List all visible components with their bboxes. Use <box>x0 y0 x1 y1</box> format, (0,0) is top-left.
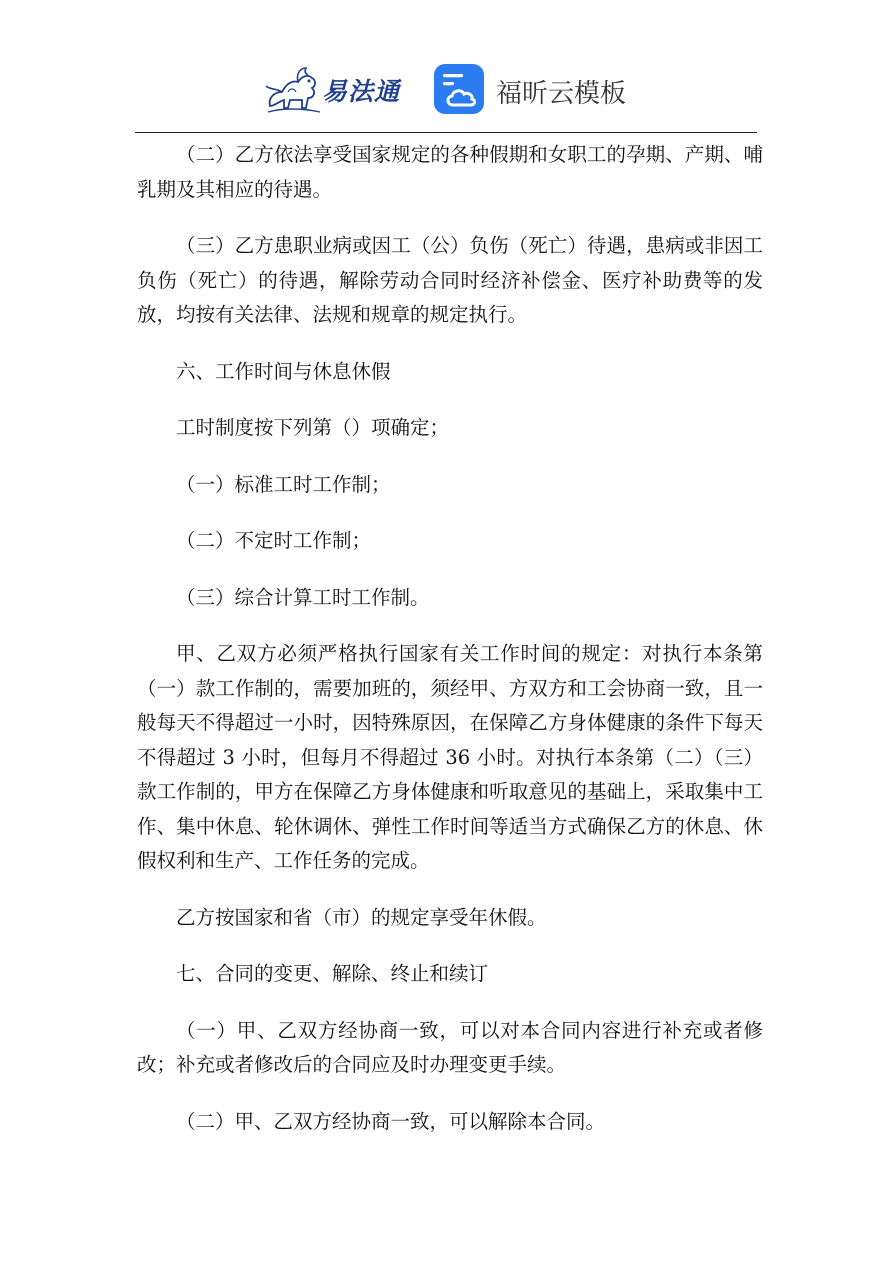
qilin-mascot-icon <box>262 62 324 118</box>
cloud-document-icon <box>434 64 484 114</box>
list-item: （二）不定时工作制； <box>176 529 372 552</box>
list-item: （一）标准工时工作制； <box>176 472 391 496</box>
paragraph: （三）乙方患职业病或因工（公）负伤（死亡）待遇，患病或非因工负伤（死亡）的待遇，解除劳动合同时经济补偿金、医疗补助费等的发放，均按有关法律、法规和规章的规定执行。 <box>137 234 763 326</box>
paragraph: 工时制度按下列第（）项确定； <box>176 416 450 439</box>
yifatong-logo <box>262 62 412 118</box>
list-item: （三）综合计算工时工作制。 <box>176 585 430 609</box>
header-divider <box>135 132 757 133</box>
paragraph: （一）甲、乙双方经协商一致，可以对本合同内容进行补充或者修改；补充或者修改后的合同应及时办理变更手续。 <box>137 1018 763 1076</box>
paragraph: 甲、乙双方必须严格执行国家有关工作时间的规定：对执行本条第（一）款工作制的，需要加班的，须经甲、方双方和工会协商一致，且一般每天不得超过一小时，因特殊原因，在保障乙方身体健康的条件下每天不得超过 3 小时，但每月不得超过 36 小时。对执行本条第（二）（三）款工作制的，甲方在保障乙方身体健康和听取意见的基础上，采取集中工作、集中休息、轮休调休、弹性工作时间等适当方式确保乙方的休息、休假权利和生产、工作任务的完成。 <box>137 642 763 872</box>
page-header <box>0 58 893 122</box>
foxit-template-logo-text: 福昕云模板 <box>496 79 627 109</box>
paragraph: 乙方按国家和省（市）的规定享受年休假。 <box>176 905 547 929</box>
paragraph: （二）甲、乙双方经协商一致，可以解除本合同。 <box>176 1109 606 1133</box>
section-heading: 六、工作时间与休息休假 <box>176 359 391 383</box>
foxit-template-logo <box>434 62 644 118</box>
yifatong-logo-text: 易法通 <box>322 77 401 106</box>
document-body <box>137 138 763 1161</box>
paragraph: （二）乙方依法享受国家规定的各种假期和女职工的孕期、产期、哺乳期及其相应的待遇。 <box>137 143 763 201</box>
section-heading: 七、合同的变更、解除、终止和续订 <box>176 962 489 985</box>
